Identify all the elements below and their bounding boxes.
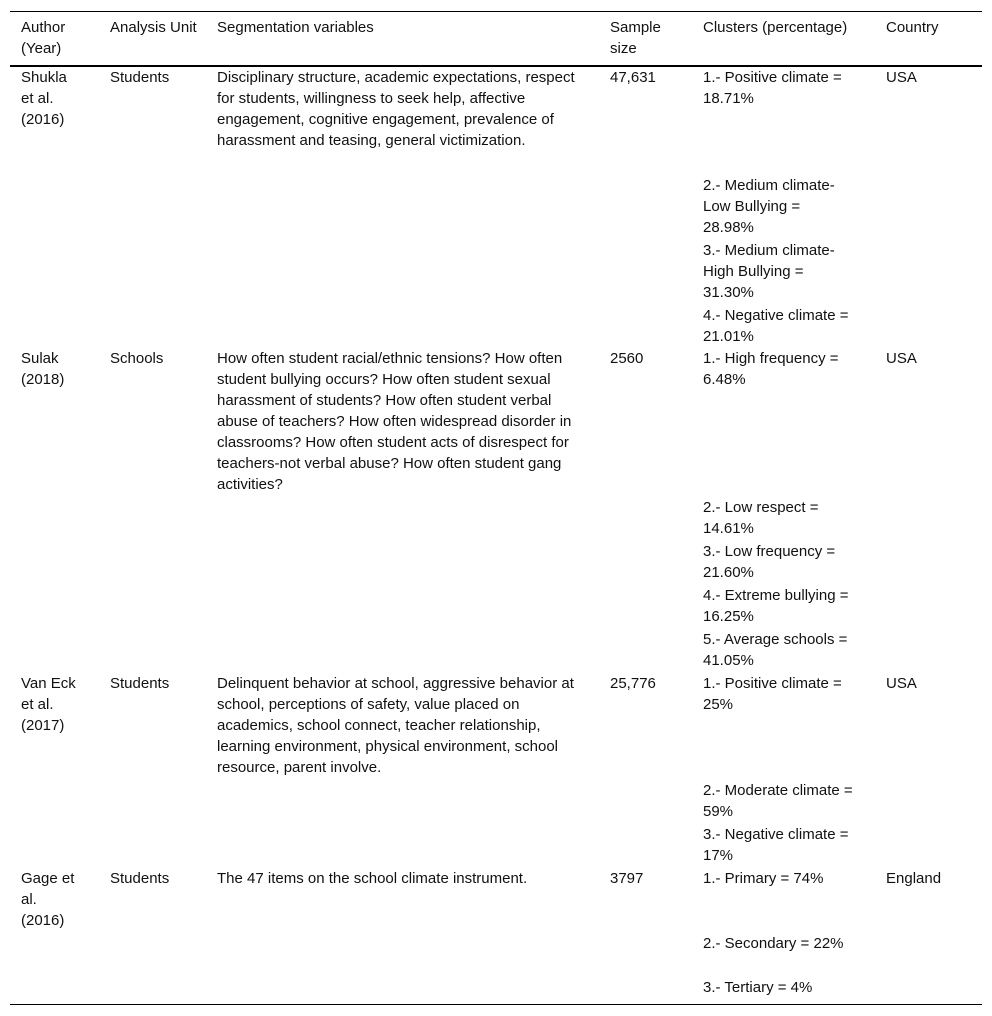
cluster-item: 1.- Primary = 74% (703, 870, 824, 887)
cluster-item: 2.- Medium climate-Low Bullying = 28.98% (703, 177, 835, 236)
segmentation-cell: The 47 items on the school climate instrument. (217, 870, 528, 887)
sample-cell: 25,776 (610, 675, 656, 692)
header-author: Author (Year) (21, 19, 66, 57)
author-cell: Shukla et al. (2016) (21, 69, 67, 128)
country-cell: England (886, 870, 942, 887)
cluster-item: 1.- High frequency = 6.48% (703, 350, 839, 388)
country-cell: USA (886, 69, 917, 86)
author-cell: Van Eck et al. (2017) (21, 675, 76, 734)
unit-cell: Students (110, 675, 170, 692)
cluster-item: 3.- Negative climate = 17% (703, 826, 849, 864)
results-table (10, 11, 982, 1005)
cluster-item: 5.- Average schools = 41.05% (703, 631, 848, 669)
segmentation-cell: Delinquent behavior at school, aggressive behavior at school, perceptions of safety, value placed on academics, school connect, teacher relationship, learning environment, physical environment, school resource, parent involve. (217, 675, 574, 776)
segmentation-cell: How often student racial/ethnic tensions? How often student bullying occurs? How often student sexual harassment of students? How often student verbal abuse of teachers? How often widespread disorder in classrooms? How often student acts of disrespect for teachers-not verbal abuse? How often student gang activities? (217, 350, 572, 493)
unit-cell: Schools (110, 350, 164, 367)
table-header (10, 12, 982, 67)
header-sample: Sample size (610, 19, 661, 57)
country-cell: USA (886, 350, 917, 367)
author-cell: Gage et al. (2016) (21, 870, 75, 929)
cluster-item: 4.- Extreme bullying = 16.25% (703, 587, 849, 625)
cluster-item: 4.- Negative climate = 21.01% (703, 307, 849, 345)
cluster-item: 3.- Tertiary = 4% (703, 979, 813, 996)
header-country: Country (886, 19, 939, 36)
cluster-item: 3.- Low frequency = 21.60% (703, 543, 836, 581)
cluster-item: 1.- Positive climate = 18.71% (703, 69, 842, 107)
cluster-item: 2.- Moderate climate = 59% (703, 782, 853, 820)
cluster-item: 2.- Secondary = 22% (703, 935, 844, 952)
header-unit: Analysis Unit (110, 19, 197, 36)
sample-cell: 47,631 (610, 69, 656, 86)
unit-cell: Students (110, 870, 170, 887)
country-cell: USA (886, 675, 917, 692)
segmentation-cell: Disciplinary structure, academic expectations, respect for students, willingness to seek help, affective engagement, cognitive engagement, prevalence of harassment and teasing, general victimization. (217, 69, 575, 149)
author-cell: Sulak (2018) (21, 350, 65, 388)
cluster-item: 3.- Medium climate-High Bullying = 31.30% (703, 242, 835, 301)
header-segmentation: Segmentation variables (217, 19, 374, 36)
sample-cell: 3797 (610, 870, 644, 887)
header-clusters: Clusters (percentage) (703, 19, 848, 36)
sample-cell: 2560 (610, 350, 644, 367)
unit-cell: Students (110, 69, 170, 86)
cluster-item: 2.- Low respect = 14.61% (703, 499, 819, 537)
cluster-item: 1.- Positive climate = 25% (703, 675, 842, 713)
